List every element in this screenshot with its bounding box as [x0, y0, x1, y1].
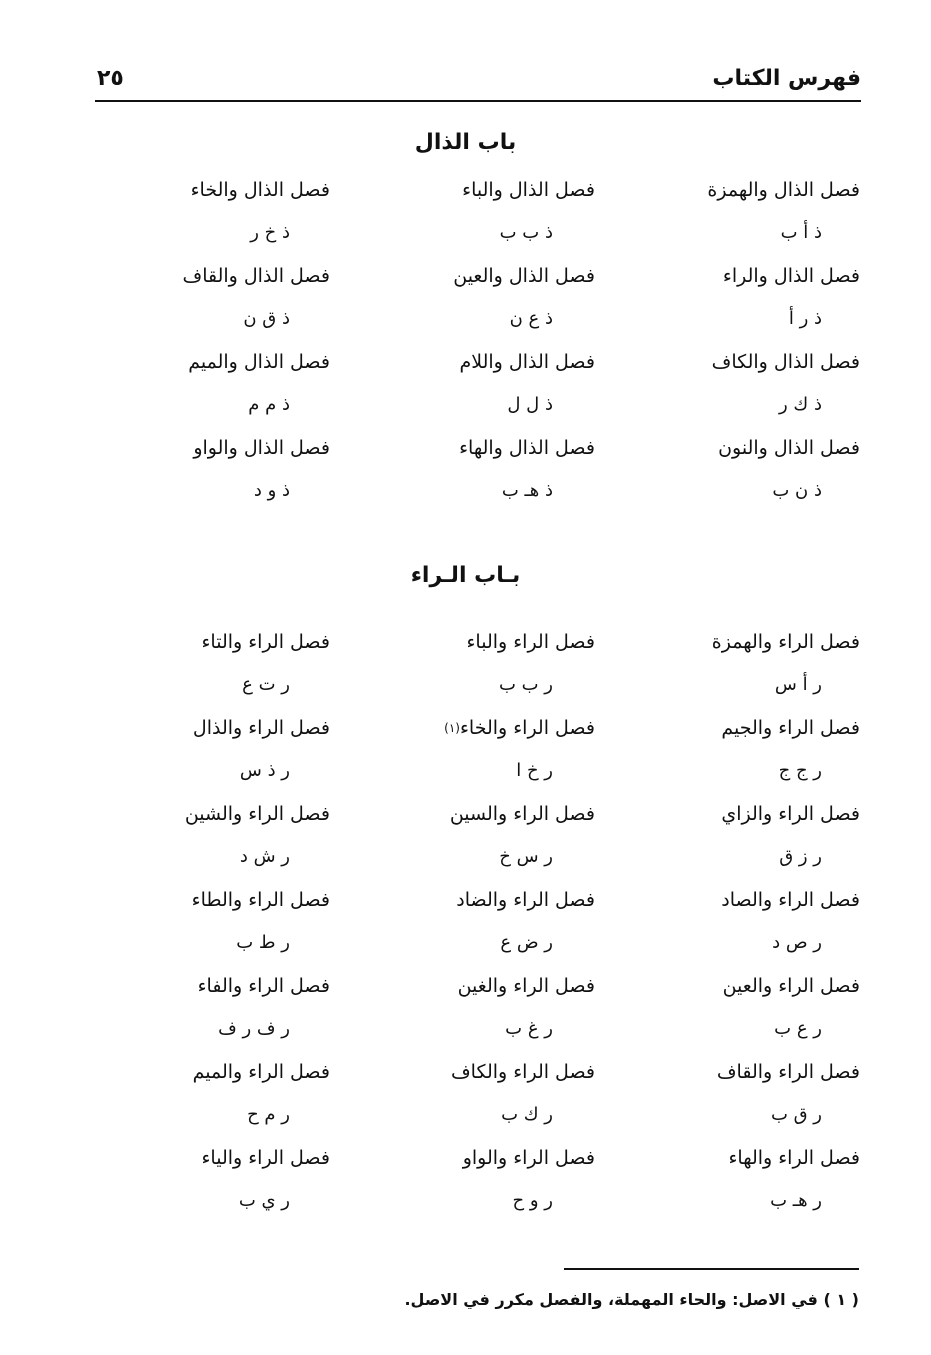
entry-label-text: فصل الذال والهاء: [459, 436, 595, 459]
entry-root: ر ز ق: [779, 846, 822, 867]
entry-label: [330, 1050, 595, 1093]
column: [100, 620, 330, 1222]
entry-label: [595, 254, 860, 297]
entry-label: [330, 168, 595, 211]
footnote-mark: (١): [444, 720, 460, 735]
entry-root: ذ ر أ: [788, 308, 822, 329]
page-number: ٢٥: [97, 66, 124, 91]
entry-label: [595, 792, 860, 835]
entry-label-text: فصل الراء والفاء: [197, 974, 330, 997]
entry-label: [330, 878, 595, 921]
entry-label: [595, 168, 860, 211]
entry-label: [100, 878, 330, 921]
entry-root: ذ أ ب: [780, 222, 822, 243]
entry-label: [330, 792, 595, 835]
entry-label: [595, 1050, 860, 1093]
entry-label: [100, 792, 330, 835]
entry-root: ر خ ا: [516, 760, 553, 781]
entry-label-text: فصل الراء والطاء: [191, 888, 330, 911]
entry-root: ر ف ر ف: [218, 1018, 290, 1039]
entry-root: ر ج ج: [778, 760, 822, 781]
entry-root: ر غ ب: [505, 1018, 553, 1039]
entry-label: [330, 426, 595, 469]
entry-label: [330, 340, 595, 383]
page-header: [95, 62, 861, 102]
entry-root: ر ي ب: [238, 1190, 290, 1211]
footnote: ( ١ ) في الاصل: والحاء المهملة، والفصل مكرر في الاصل.: [404, 1290, 859, 1309]
entry-label: [100, 1050, 330, 1093]
section-grid-ra: [100, 620, 860, 1222]
entry-label: [100, 426, 330, 469]
entry-label: [100, 254, 330, 297]
entry-label-text: فصل الراء والجيم: [721, 716, 860, 739]
entry-root: ذ خ ر: [250, 222, 290, 243]
running-title: فهرس الكتاب: [712, 66, 861, 91]
entry-label: [100, 620, 330, 663]
entry-label-text: فصل الراء والهمزة: [711, 630, 860, 653]
entry-root: ذ ن ب: [772, 480, 822, 501]
entry-root: ر ت ع: [242, 674, 290, 695]
entry-label-text: فصل الراء والزاي: [721, 802, 860, 825]
entry-label: [100, 168, 330, 211]
entry-label: [100, 1136, 330, 1179]
entry-label-text: فصل الذال والخاء: [190, 178, 330, 201]
entry-root: ر م ح: [247, 1104, 290, 1125]
column: [330, 620, 595, 1222]
entry-label-text: فصل الراء والشين: [184, 802, 330, 825]
section-title-dhal: باب الذال: [414, 130, 517, 155]
entry-root: ر ط ب: [236, 932, 290, 953]
entry-label-text: فصل الذال والنون: [718, 436, 860, 459]
entry-label-text: فصل الذال والهمزة: [707, 178, 860, 201]
column: [595, 620, 860, 1222]
entry-label: [100, 706, 330, 749]
entry-root: ذ ق ن: [243, 308, 290, 329]
entry-label-text: فصل الذال والواو: [193, 436, 330, 459]
entry-root: ر هـ ب: [770, 1190, 822, 1211]
entry-label: [595, 426, 860, 469]
entry-label: [330, 254, 595, 297]
entry-root: ر ض ع: [500, 932, 553, 953]
column: [100, 168, 330, 512]
entry-label-text: فصل الراء والسين: [449, 802, 595, 825]
entry-root: ذ ك ر: [779, 394, 822, 415]
entry-label-text: فصل الراء والتاء: [201, 630, 330, 653]
entry-label-text: فصل الذال والميم: [188, 350, 330, 373]
entry-label-text: فصل الراء والواو: [462, 1146, 595, 1169]
entry-label-text: فصل الذال والكاف: [711, 350, 860, 373]
entry-root: ذ م م: [248, 394, 290, 415]
entry-root: ر ع ب: [774, 1018, 822, 1039]
entry-label: [100, 964, 330, 1007]
entry-root: ر ش د: [239, 846, 290, 867]
entry-label-text: فصل الراء والقاف: [716, 1060, 860, 1083]
entry-label: [330, 1136, 595, 1179]
entry-root: ر أ س: [774, 674, 822, 695]
entry-label-text: فصل الذال واللام: [459, 350, 595, 373]
entry-root: ر س خ: [499, 846, 553, 867]
entry-label-text: فصل الراء والذال: [192, 716, 330, 739]
section-grid-dhal: [100, 168, 860, 512]
entry-label: [595, 878, 860, 921]
entry-root: ذ ب ب: [499, 222, 553, 243]
entry-root: ر ك ب: [501, 1104, 553, 1125]
entry-label: [595, 1136, 860, 1179]
column: [330, 168, 595, 512]
entry-label: [595, 620, 860, 663]
entry-label-text: فصل الذال والقاف: [182, 264, 330, 287]
entry-label-text: فصل الراء والعين: [722, 974, 860, 997]
entry-root: ذ هـ ب: [501, 480, 553, 501]
entry-label: [595, 706, 860, 749]
footnote-rule: [564, 1268, 859, 1270]
entry-label: [100, 340, 330, 383]
entry-label-text: فصل الراء والكاف: [450, 1060, 595, 1083]
entry-root: ر ق ب: [770, 1104, 822, 1125]
entry-label-text: فصل الذال والراء: [722, 264, 860, 287]
entry-root: ر و ح: [512, 1190, 553, 1211]
entry-label-text: فصل الراء والميم: [192, 1060, 330, 1083]
entry-label: [330, 706, 595, 749]
entry-label-text: فصل الذال والباء: [462, 178, 595, 201]
entry-root: ذ ع ن: [509, 308, 553, 329]
entry-label-text: فصل الراء والياء: [201, 1146, 330, 1169]
entry-label: [330, 964, 595, 1007]
entry-root: ذ و د: [253, 480, 290, 501]
section-title-ra: بـاب الـراء: [410, 563, 521, 588]
entry-root: ر ذ س: [239, 760, 290, 781]
entry-label: [595, 964, 860, 1007]
entry-label-text: فصل الراء والهاء: [728, 1146, 860, 1169]
entry-root: ر ص د: [772, 932, 822, 953]
entry-label: [595, 340, 860, 383]
entry-label-text: فصل الراء والباء: [466, 630, 595, 653]
entry-label-text: فصل الراء والخاء: [459, 716, 595, 739]
entry-label: [330, 620, 595, 663]
entry-label-text: فصل الراء والغين: [457, 974, 595, 997]
entry-label-text: فصل الراء والضاد: [456, 888, 595, 911]
column: [595, 168, 860, 512]
entry-label-text: فصل الذال والعين: [453, 264, 595, 287]
entry-root: ر ب ب: [498, 674, 553, 695]
entry-label-text: فصل الراء والصاد: [721, 888, 860, 911]
entry-root: ذ ل ل: [507, 394, 553, 415]
